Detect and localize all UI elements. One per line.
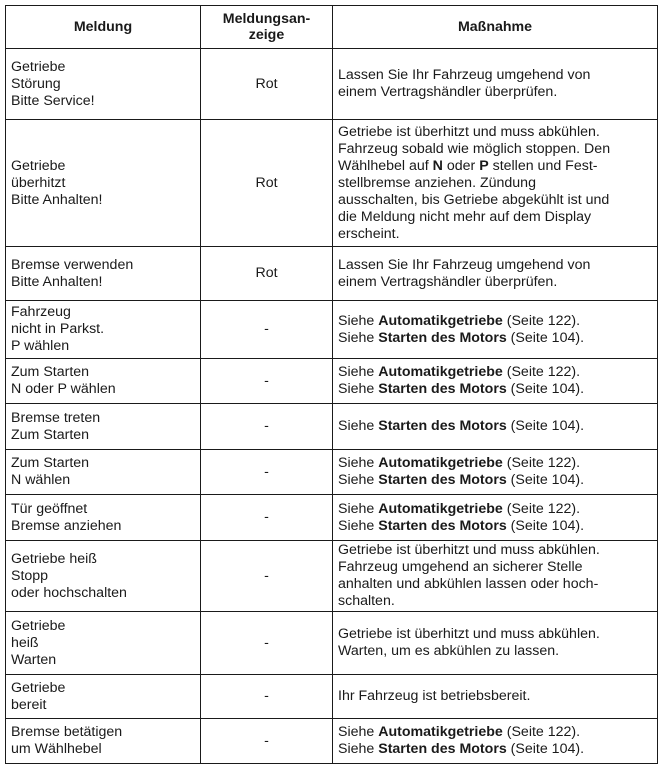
action-text: stellbremse anziehen. Zündung <box>338 174 536 191</box>
cell-indicator: - <box>201 719 333 764</box>
table-row <box>6 301 658 359</box>
action-text: Siehe <box>338 741 379 757</box>
action-text: stellen und Fest- <box>488 157 598 174</box>
action-line <box>338 501 653 518</box>
cell-action <box>333 301 658 359</box>
action-text: Siehe <box>338 724 379 740</box>
cell-message: Getriebe Störung Bitte Service! <box>6 49 201 120</box>
table-row <box>6 612 658 675</box>
cell-action <box>333 495 658 541</box>
action-text: (Seite 122). <box>502 312 581 329</box>
action-text: Fahrzeug sobald wie möglich stoppen. Den <box>338 140 611 157</box>
table-row <box>6 404 658 450</box>
action-text: einem Vertragshändler überprüfen. <box>338 84 558 100</box>
table-row <box>6 719 658 764</box>
action-text: ausschalten, bis Getriebe abgekühlt ist und <box>338 191 610 208</box>
cell-message: Tür geöffnet Bremse anziehen <box>6 495 201 541</box>
action-text: Siehe <box>338 500 379 517</box>
action-line <box>338 330 653 347</box>
table-row <box>6 675 658 719</box>
cell-message: Getriebe überhitzt Bitte Anhalten! <box>6 120 201 247</box>
action-text: Ihr Fahrzeug ist betriebsbereit. <box>338 688 531 704</box>
cell-indicator: - <box>201 404 333 450</box>
action-line <box>338 124 653 141</box>
action-text: Siehe <box>338 418 379 434</box>
action-line <box>338 455 653 472</box>
action-text: schalten. <box>338 593 395 609</box>
cell-action <box>333 120 658 247</box>
cell-message: Getriebe heiß Warten <box>6 612 201 675</box>
action-line <box>338 313 653 330</box>
action-line <box>338 192 653 209</box>
action-text: Siehe <box>338 312 379 329</box>
cell-indicator: Rot <box>201 120 333 247</box>
action-reference: Automatikgetriebe <box>378 364 503 380</box>
action-line <box>338 418 653 435</box>
table-row <box>6 49 658 120</box>
cell-indicator: - <box>201 359 333 404</box>
cell-indicator: - <box>201 495 333 541</box>
action-line <box>338 274 653 291</box>
cell-indicator: Rot <box>201 247 333 301</box>
cell-indicator: - <box>201 541 333 612</box>
cell-action <box>333 359 658 404</box>
table-row <box>6 450 658 495</box>
action-text: Getriebe ist überhitzt und muss abkühlen. <box>338 626 600 642</box>
action-line <box>338 175 653 192</box>
action-reference: Automatikgetriebe <box>378 500 503 517</box>
cell-indicator: - <box>201 612 333 675</box>
cell-action <box>333 247 658 301</box>
action-line <box>338 724 653 741</box>
cell-indicator: - <box>201 450 333 495</box>
action-line <box>338 626 653 643</box>
action-text: (Seite 122). <box>502 724 581 740</box>
action-reference: Automatikgetriebe <box>378 312 503 329</box>
action-text: Fahrzeug umgehend an sicherer Stelle <box>338 559 583 575</box>
action-line <box>338 688 653 705</box>
cell-message: Zum Starten N oder P wählen <box>6 359 201 404</box>
action-line <box>338 67 653 84</box>
cell-action <box>333 450 658 495</box>
header-message: Meldung <box>6 6 201 49</box>
action-reference: Automatikgetriebe <box>378 455 503 471</box>
table-row <box>6 247 658 301</box>
action-text: (Seite 104). <box>506 517 585 534</box>
table-row <box>6 120 658 247</box>
action-text: Warten, um es abkühlen zu lassen. <box>338 643 560 659</box>
cell-action <box>333 49 658 120</box>
action-reference: Starten des Motors <box>378 741 507 757</box>
action-text: (Seite 122). <box>502 364 581 380</box>
cell-action <box>333 612 658 675</box>
cell-action <box>333 541 658 612</box>
cell-action <box>333 675 658 719</box>
action-line <box>338 141 653 158</box>
cell-message: Zum Starten N wählen <box>6 450 201 495</box>
action-reference: Starten des Motors <box>378 329 507 346</box>
cell-action <box>333 404 658 450</box>
table-row <box>6 495 658 541</box>
action-text: Lassen Sie Ihr Fahrzeug umgehend von <box>338 67 591 83</box>
action-text: (Seite 104). <box>506 381 585 397</box>
action-reference: Starten des Motors <box>378 472 507 488</box>
action-reference: N <box>432 157 443 174</box>
action-text: (Seite 104). <box>506 472 585 488</box>
action-line <box>338 559 653 576</box>
action-text: Siehe <box>338 455 379 471</box>
action-line <box>338 209 653 226</box>
action-text: oder <box>442 157 480 174</box>
action-text: erscheint. <box>338 225 400 242</box>
action-text: die Meldung nicht mehr auf dem Display <box>338 208 592 225</box>
action-line <box>338 364 653 381</box>
action-line <box>338 226 653 243</box>
table-row <box>6 359 658 404</box>
action-line <box>338 472 653 489</box>
action-line <box>338 741 653 758</box>
action-text: (Seite 122). <box>502 500 581 517</box>
action-text: Siehe <box>338 517 379 534</box>
action-line <box>338 643 653 660</box>
action-line <box>338 518 653 535</box>
cell-indicator: - <box>201 301 333 359</box>
action-text: Getriebe ist überhitzt und muss abkühlen. <box>338 123 600 140</box>
action-text: (Seite 122). <box>502 455 581 471</box>
action-text: Siehe <box>338 472 379 488</box>
action-line <box>338 158 653 175</box>
message-table <box>5 5 658 764</box>
cell-message: Getriebe bereit <box>6 675 201 719</box>
action-text: (Seite 104). <box>506 329 585 346</box>
action-line <box>338 84 653 101</box>
action-text: Lassen Sie Ihr Fahrzeug umgehend von <box>338 256 591 273</box>
action-reference: Starten des Motors <box>378 418 507 434</box>
action-text: Getriebe ist überhitzt und muss abkühlen. <box>338 542 600 558</box>
action-line <box>338 257 653 274</box>
cell-message: Bremse treten Zum Starten <box>6 404 201 450</box>
action-reference: Starten des Motors <box>378 381 507 397</box>
action-reference: Automatikgetriebe <box>378 724 503 740</box>
action-reference: Starten des Motors <box>378 517 507 534</box>
table-row <box>6 541 658 612</box>
cell-message: Fahrzeug nicht in Parkst. P wählen <box>6 301 201 359</box>
action-reference: P <box>479 157 489 174</box>
header-action: Maßnahme <box>333 6 658 49</box>
action-text: Siehe <box>338 329 379 346</box>
action-text: Wählhebel auf <box>338 157 433 174</box>
cell-message: Getriebe heiß Stopp oder hochschalten <box>6 541 201 612</box>
cell-action <box>333 719 658 764</box>
action-text: Siehe <box>338 364 379 380</box>
cell-indicator: - <box>201 675 333 719</box>
action-text: (Seite 104). <box>506 741 585 757</box>
action-text: (Seite 104). <box>506 418 585 434</box>
cell-message: Bremse verwenden Bitte Anhalten! <box>6 247 201 301</box>
cell-indicator: Rot <box>201 49 333 120</box>
action-line <box>338 381 653 398</box>
action-text: Siehe <box>338 381 379 397</box>
action-line <box>338 576 653 593</box>
action-line <box>338 542 653 559</box>
action-line <box>338 593 653 610</box>
action-text: einem Vertragshändler überprüfen. <box>338 273 558 290</box>
cell-message: Bremse betätigen um Wählhebel <box>6 719 201 764</box>
table-body <box>6 49 658 764</box>
action-text: anhalten und abkühlen lassen oder hoch- <box>338 576 599 592</box>
header-indicator: Meldungsan- zeige <box>201 6 333 49</box>
header-row <box>6 6 658 49</box>
